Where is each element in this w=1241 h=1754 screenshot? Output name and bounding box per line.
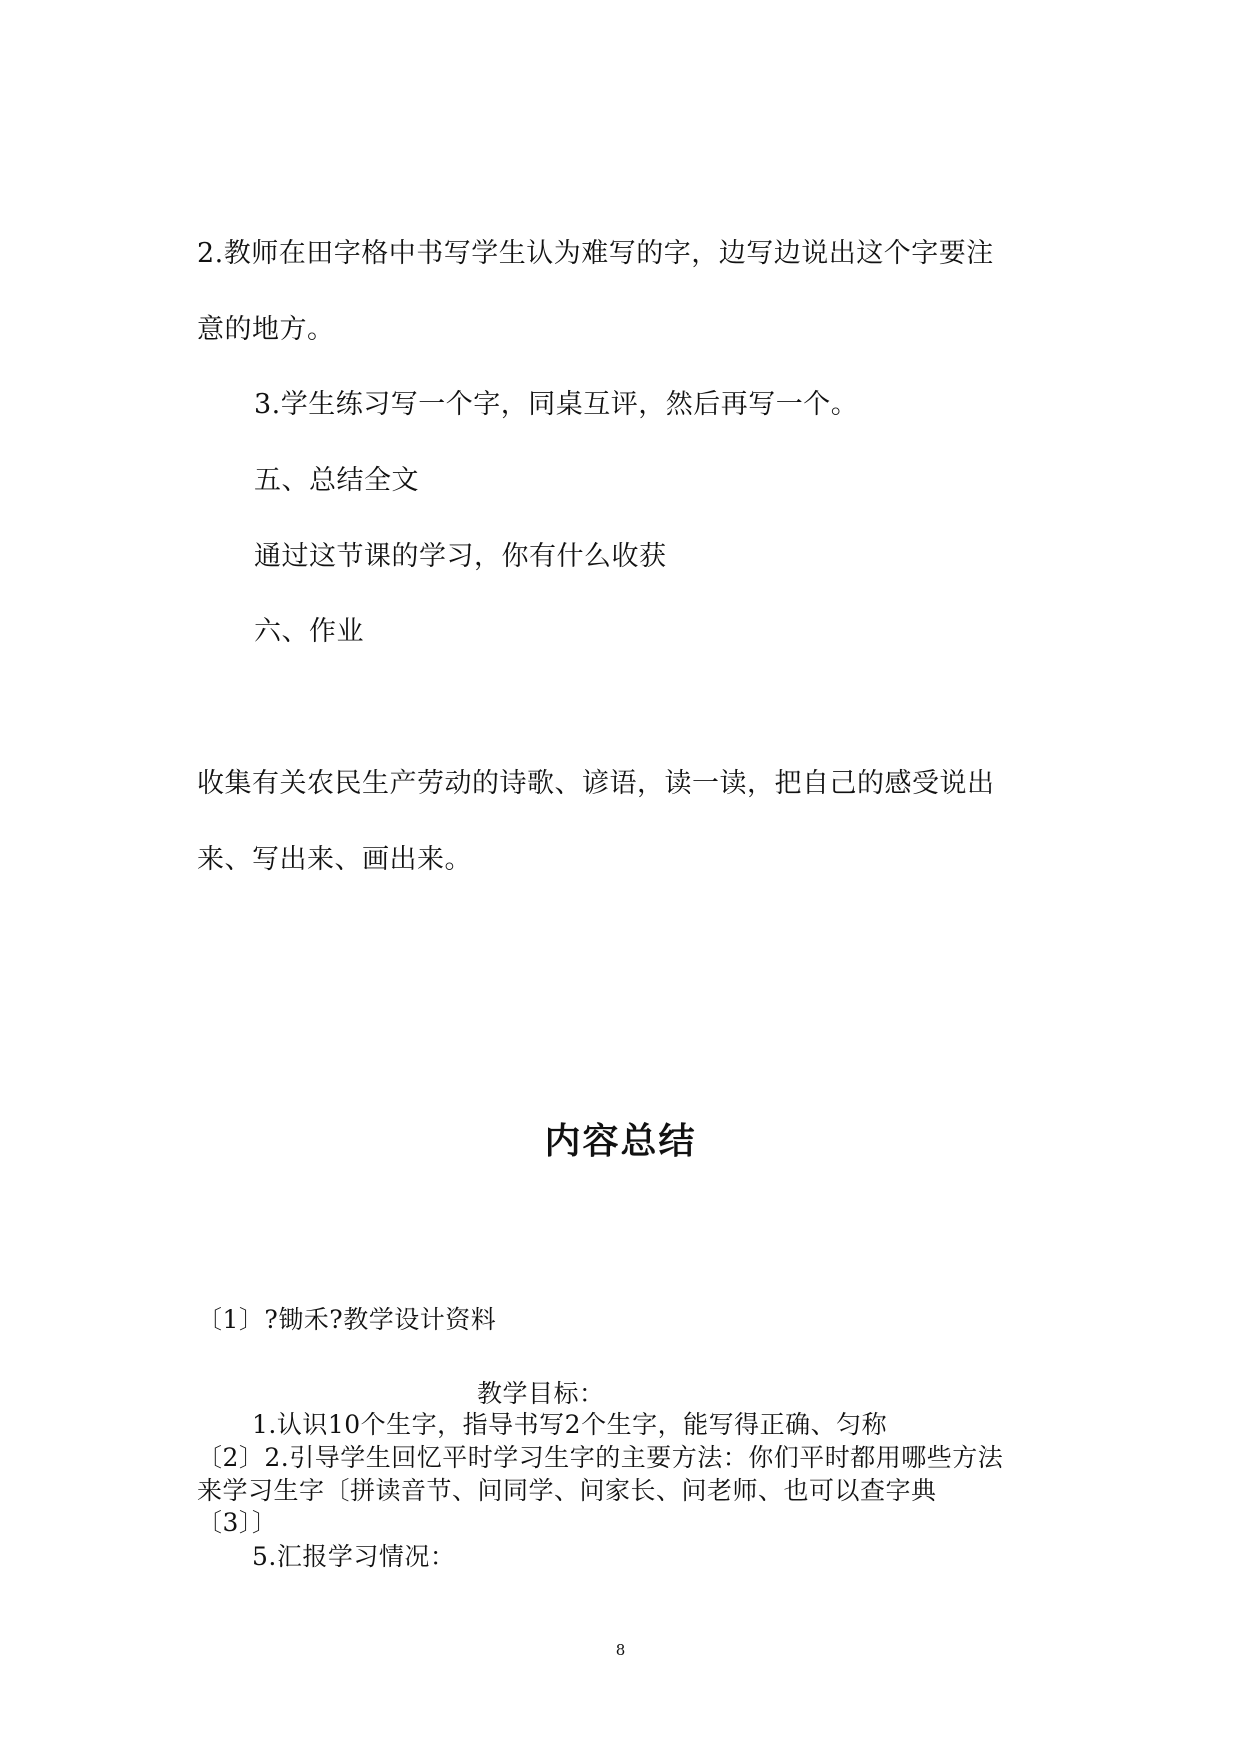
summary-title: 内容总结 <box>544 1121 697 1162</box>
summary-line: 〔2〕2.引导学生回忆平时学习生字的主要方法：你们平时都用哪些方法 <box>197 1443 1004 1472</box>
section-heading-5: 五、总结全文 <box>254 465 419 496</box>
summary-line: 1.认识10个生字，指导书写2个生字，能写得正确、匀称 <box>252 1410 888 1439</box>
paragraph-line: 意的地方。 <box>197 314 335 345</box>
section-heading-6: 六、作业 <box>254 616 364 647</box>
paragraph-line: 收集有关农民生产劳动的诗歌、谚语，读一读，把自己的感受说出 <box>197 768 995 799</box>
summary-line: 5.汇报学习情况： <box>252 1542 456 1571</box>
summary-line: 〔3〕〕 <box>197 1508 278 1537</box>
paragraph: 通过这节课的学习，你有什么收获 <box>254 541 667 572</box>
paragraph-line: 2.教师在田字格中书写学生认为难写的字，边写边说出这个字要注 <box>197 238 994 269</box>
summary-line: 教学目标： <box>477 1379 605 1408</box>
summary-line: 来学习生字〔拼读音节、问同学、问家长、问老师、也可以查字典 <box>197 1476 937 1505</box>
summary-line: 〔1〕?锄禾?教学设计资料 <box>197 1305 497 1334</box>
paragraph: 3.学生练习写一个字，同桌互评，然后再写一个。 <box>254 389 859 420</box>
page-number: 8 <box>615 1641 626 1659</box>
paragraph-line: 来、写出来、画出来。 <box>197 844 472 875</box>
